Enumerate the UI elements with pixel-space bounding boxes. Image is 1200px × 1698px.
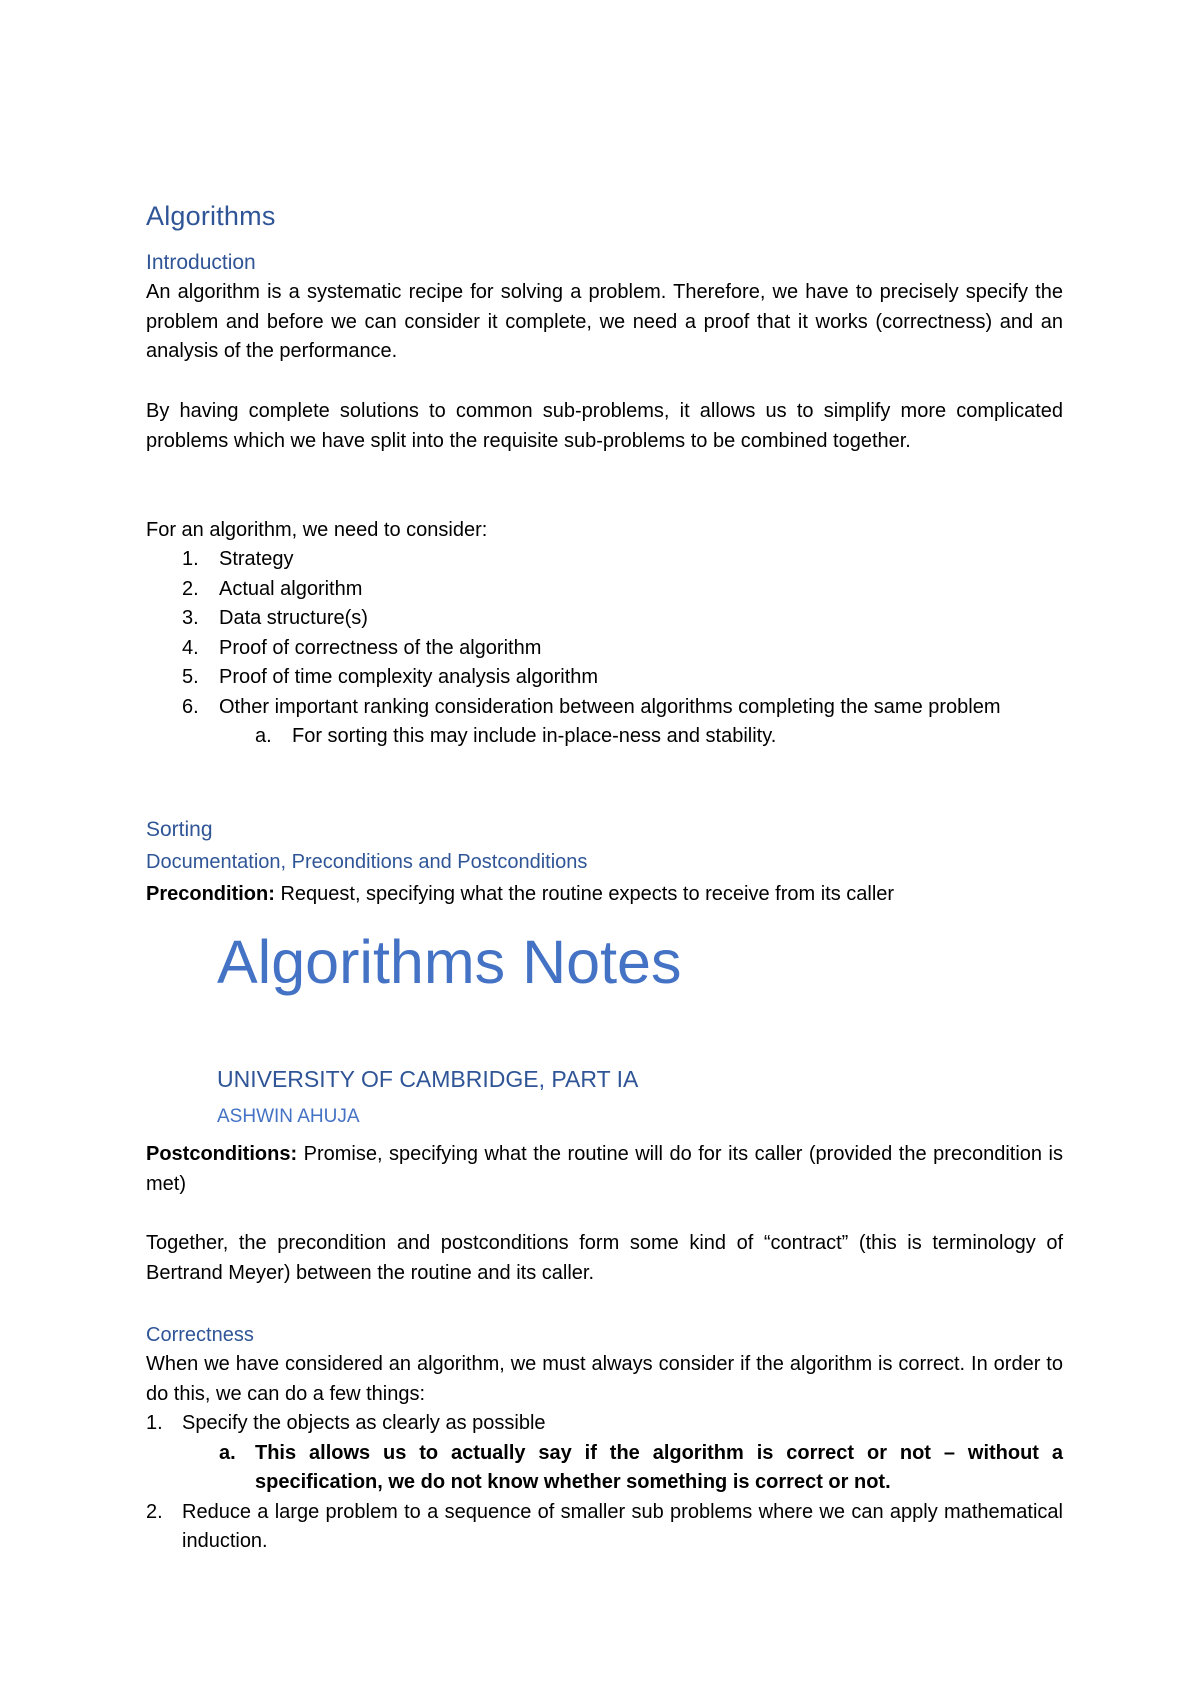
precondition-paragraph	[146, 880, 1063, 910]
list-item-text: Proof of time complexity analysis algorithm	[219, 666, 599, 688]
list-item-text: Specify the objects as clearly as possible	[182, 1412, 546, 1434]
list-item-text: For sorting this may include in-place-ness and stability.	[292, 725, 777, 747]
list-number: 2.	[182, 577, 199, 600]
correctness-list	[146, 1409, 1063, 1557]
page-heading: Algorithms	[146, 201, 276, 231]
list-number: 1.	[146, 1412, 163, 1434]
postcondition-label: Postconditions:	[146, 1143, 298, 1165]
list-item-text: Actual algorithm	[219, 577, 363, 600]
section-heading-sorting: Sorting	[146, 818, 213, 841]
list-item	[146, 575, 1063, 605]
list-number: 4.	[182, 636, 199, 659]
list-letter: a.	[255, 725, 272, 747]
precondition-label: Precondition:	[146, 883, 275, 905]
section-heading-introduction: Introduction	[146, 251, 256, 274]
list-item	[146, 693, 1063, 723]
postcondition-paragraph	[146, 1140, 1063, 1199]
list-number: 1.	[182, 548, 199, 570]
list-item	[146, 1498, 1063, 1557]
correctness-paragraph: When we have considered an algorithm, we must always consider if the algorithm is correct. In order to do this, we can do a few things:	[146, 1353, 1063, 1405]
list-item-text: Proof of correctness of the algorithm	[219, 636, 542, 659]
list-number: 2.	[146, 1500, 163, 1523]
consideration-list	[146, 545, 1063, 752]
list-item-text: This allows us to actually say if the algorithm is correct or not – without a specification, we do not know whether something is correct or not.	[255, 1441, 1063, 1493]
list-item-text: Data structure(s)	[219, 607, 368, 629]
list-item	[146, 1409, 1063, 1439]
precondition-text: Request, specifying what the routine expects to receive from its caller	[274, 883, 895, 905]
cover-subtitle: UNIVERSITY OF CAMBRIDGE, PART IA	[217, 1066, 639, 1092]
list-item-text: Other important ranking consideration between algorithms completing the same problem	[219, 695, 1001, 718]
sub-list-item	[146, 722, 1063, 752]
list-item	[146, 634, 1063, 664]
cover-title: Algorithms Notes	[217, 928, 682, 996]
list-number: 5.	[182, 666, 199, 688]
list-item-text: Strategy	[219, 548, 294, 570]
subsection-heading-documentation: Documentation, Preconditions and Postconditions	[146, 851, 588, 873]
list-item	[146, 604, 1063, 634]
list-letter: a.	[219, 1441, 236, 1464]
list-number: 6.	[182, 695, 199, 718]
list-item-text: Reduce a large problem to a sequence of smaller sub problems where we can apply mathematical induction.	[182, 1500, 1063, 1552]
section-heading-correctness: Correctness	[146, 1324, 254, 1346]
list-item	[146, 545, 1063, 575]
intro-paragraph-2: By having complete solutions to common sub-problems, it allows us to simplify more complicated problems which we have split into the requisite sub-problems to be combined together.	[146, 400, 1063, 452]
list-item	[146, 663, 1063, 693]
intro-paragraph-1: An algorithm is a systematic recipe for solving a problem. Therefore, we have to precisely specify the problem and before we can consider it complete, we need a proof that it works (correctness) and an analysis of the performance.	[146, 281, 1063, 362]
intro-paragraph-3: For an algorithm, we need to consider:	[146, 519, 488, 541]
contract-paragraph: Together, the precondition and postconditions form some kind of “contract” (this is terminology of Bertrand Meyer) between the routine and its caller.	[146, 1232, 1063, 1284]
postcondition-text: Promise, specifying what the routine will do for its caller (provided the precondition is met)	[146, 1143, 1063, 1195]
cover-author: ASHWIN AHUJA	[217, 1106, 360, 1127]
sub-list-item	[146, 1439, 1063, 1498]
list-number: 3.	[182, 607, 199, 629]
